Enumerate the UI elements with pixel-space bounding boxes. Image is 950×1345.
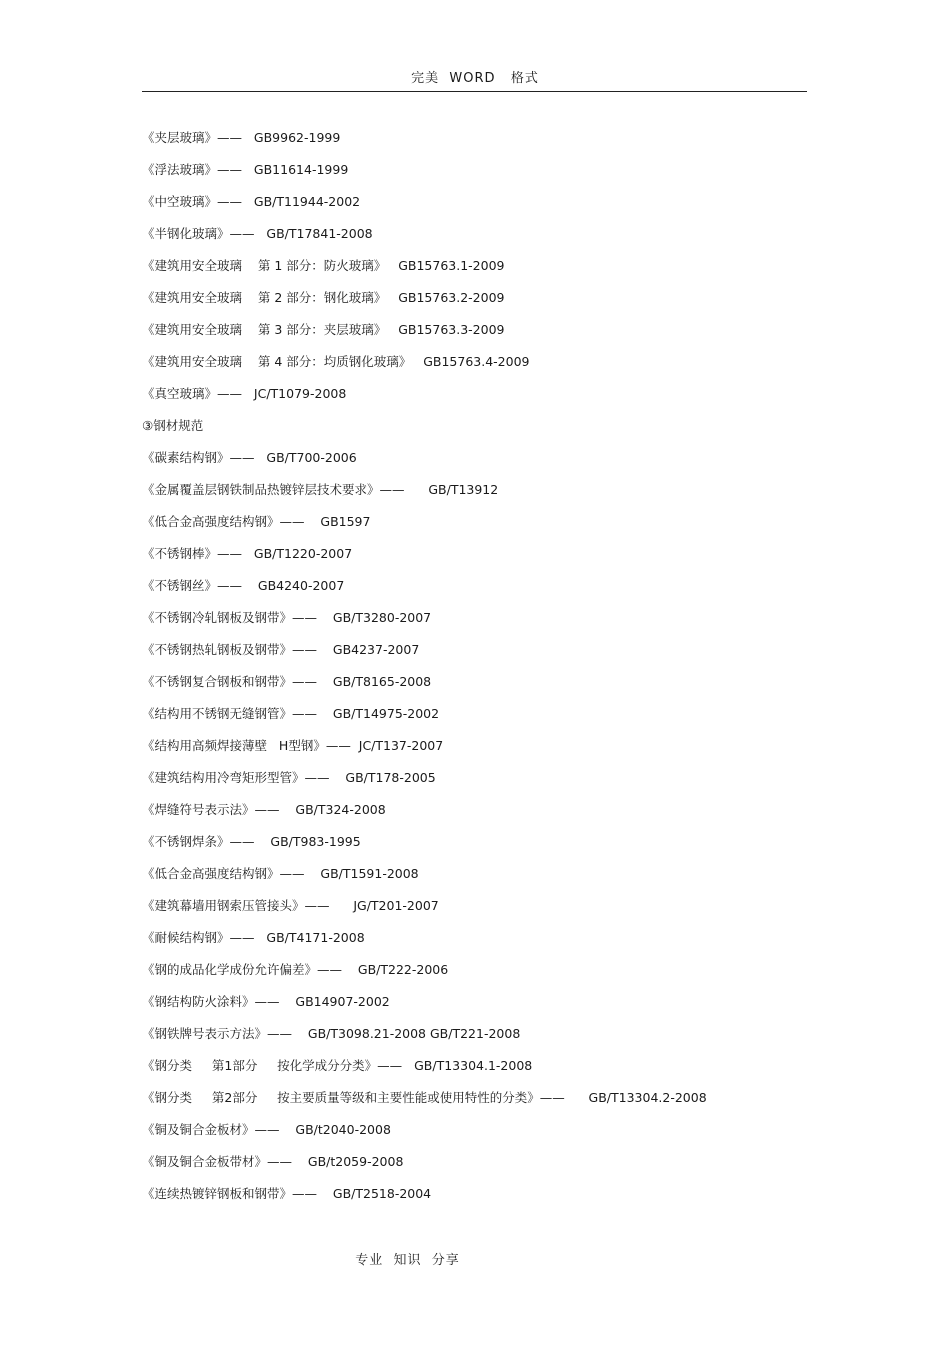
- standard-line: 《结构用不锈钢无缝钢管》—— GB/T14975-2002: [142, 706, 440, 721]
- standard-line: 《钢的成品化学成份允许偏差》—— GB/T222-2006: [142, 962, 449, 977]
- standard-line: 《钢分类 第1部分 按化学成分分类》—— GB/T13304.1-2008: [142, 1058, 533, 1073]
- standard-line: 《焊缝符号表示法》—— GB/T324-2008: [142, 802, 386, 817]
- standards-list: [142, 128, 807, 1216]
- standard-line: 《不锈钢冷轧钢板及钢带》—— GB/T3280-2007: [142, 610, 432, 625]
- standard-line: 《低合金高强度结构钢》—— GB/T1591-2008: [142, 866, 419, 881]
- standard-line: 《建筑幕墙用钢索压管接头》—— JG/T201-2007: [142, 898, 439, 913]
- page-footer: 专业 知识 分享: [355, 1253, 460, 1268]
- standard-line: 《建筑结构用冷弯矩形型管》—— GB/T178-2005: [142, 770, 436, 785]
- standard-line: 《低合金高强度结构钢》—— GB1597: [142, 514, 371, 529]
- standard-line: 《不锈钢复合钢板和钢带》—— GB/T8165-2008: [142, 674, 432, 689]
- page-header: 完美 WORD 格式: [411, 71, 539, 86]
- standard-line: 《不锈钢丝》—— GB4240-2007: [142, 578, 345, 593]
- standard-line: 《建筑用安全玻璃 第 1 部分：防火玻璃》 GB15763.1-2009: [142, 258, 505, 273]
- standard-line: 《建筑用安全玻璃 第 3 部分：夹层玻璃》 GB15763.3-2009: [142, 322, 505, 337]
- standard-line: 《夹层玻璃》—— GB9962-1999: [142, 130, 341, 145]
- standard-line: 《连续热镀锌钢板和钢带》—— GB/T2518-2004: [142, 1186, 432, 1201]
- standard-line: 《金属覆盖层钢铁制品热镀锌层技术要求》—— GB/T13912: [142, 482, 499, 497]
- standard-line: 《铜及铜合金板带材》—— GB/t2059-2008: [142, 1154, 404, 1169]
- standard-line: 《铜及铜合金板材》—— GB/t2040-2008: [142, 1122, 391, 1137]
- standard-line: 《建筑用安全玻璃 第 2 部分：钢化玻璃》 GB15763.2-2009: [142, 290, 505, 305]
- standard-line: 《浮法玻璃》—— GB11614-1999: [142, 162, 349, 177]
- standard-line: 《碳素结构钢》—— GB/T700-2006: [142, 450, 357, 465]
- header-rule: [142, 91, 807, 92]
- standard-line: 《半钢化玻璃》—— GB/T17841-2008: [142, 226, 373, 241]
- standard-line: 《钢分类 第2部分 按主要质量等级和主要性能或使用特性的分类》—— GB/T13304.2-2008: [142, 1090, 707, 1105]
- standard-line: 《真空玻璃》—— JC/T1079-2008: [142, 386, 347, 401]
- standard-line: 《不锈钢热轧钢板及钢带》—— GB4237-2007: [142, 642, 420, 657]
- standard-line: 《钢结构防火涂料》—— GB14907-2002: [142, 994, 390, 1009]
- standard-line: 《建筑用安全玻璃 第 4 部分：均质钢化玻璃》 GB15763.4-2009: [142, 354, 530, 369]
- standard-line: 《中空玻璃》—— GB/T11944-2002: [142, 194, 361, 209]
- standard-line: 《钢铁牌号表示方法》—— GB/T3098.21-2008 GB/T221-2008: [142, 1026, 521, 1041]
- standard-line: 《结构用高频焊接薄壁 H型钢》—— JC/T137-2007: [142, 738, 444, 753]
- standard-line: ③钢材规范: [142, 418, 204, 433]
- standard-line: 《不锈钢焊条》—— GB/T983-1995: [142, 834, 361, 849]
- standard-line: 《不锈钢棒》—— GB/T1220-2007: [142, 546, 353, 561]
- standard-line: 《耐候结构钢》—— GB/T4171-2008: [142, 930, 365, 945]
